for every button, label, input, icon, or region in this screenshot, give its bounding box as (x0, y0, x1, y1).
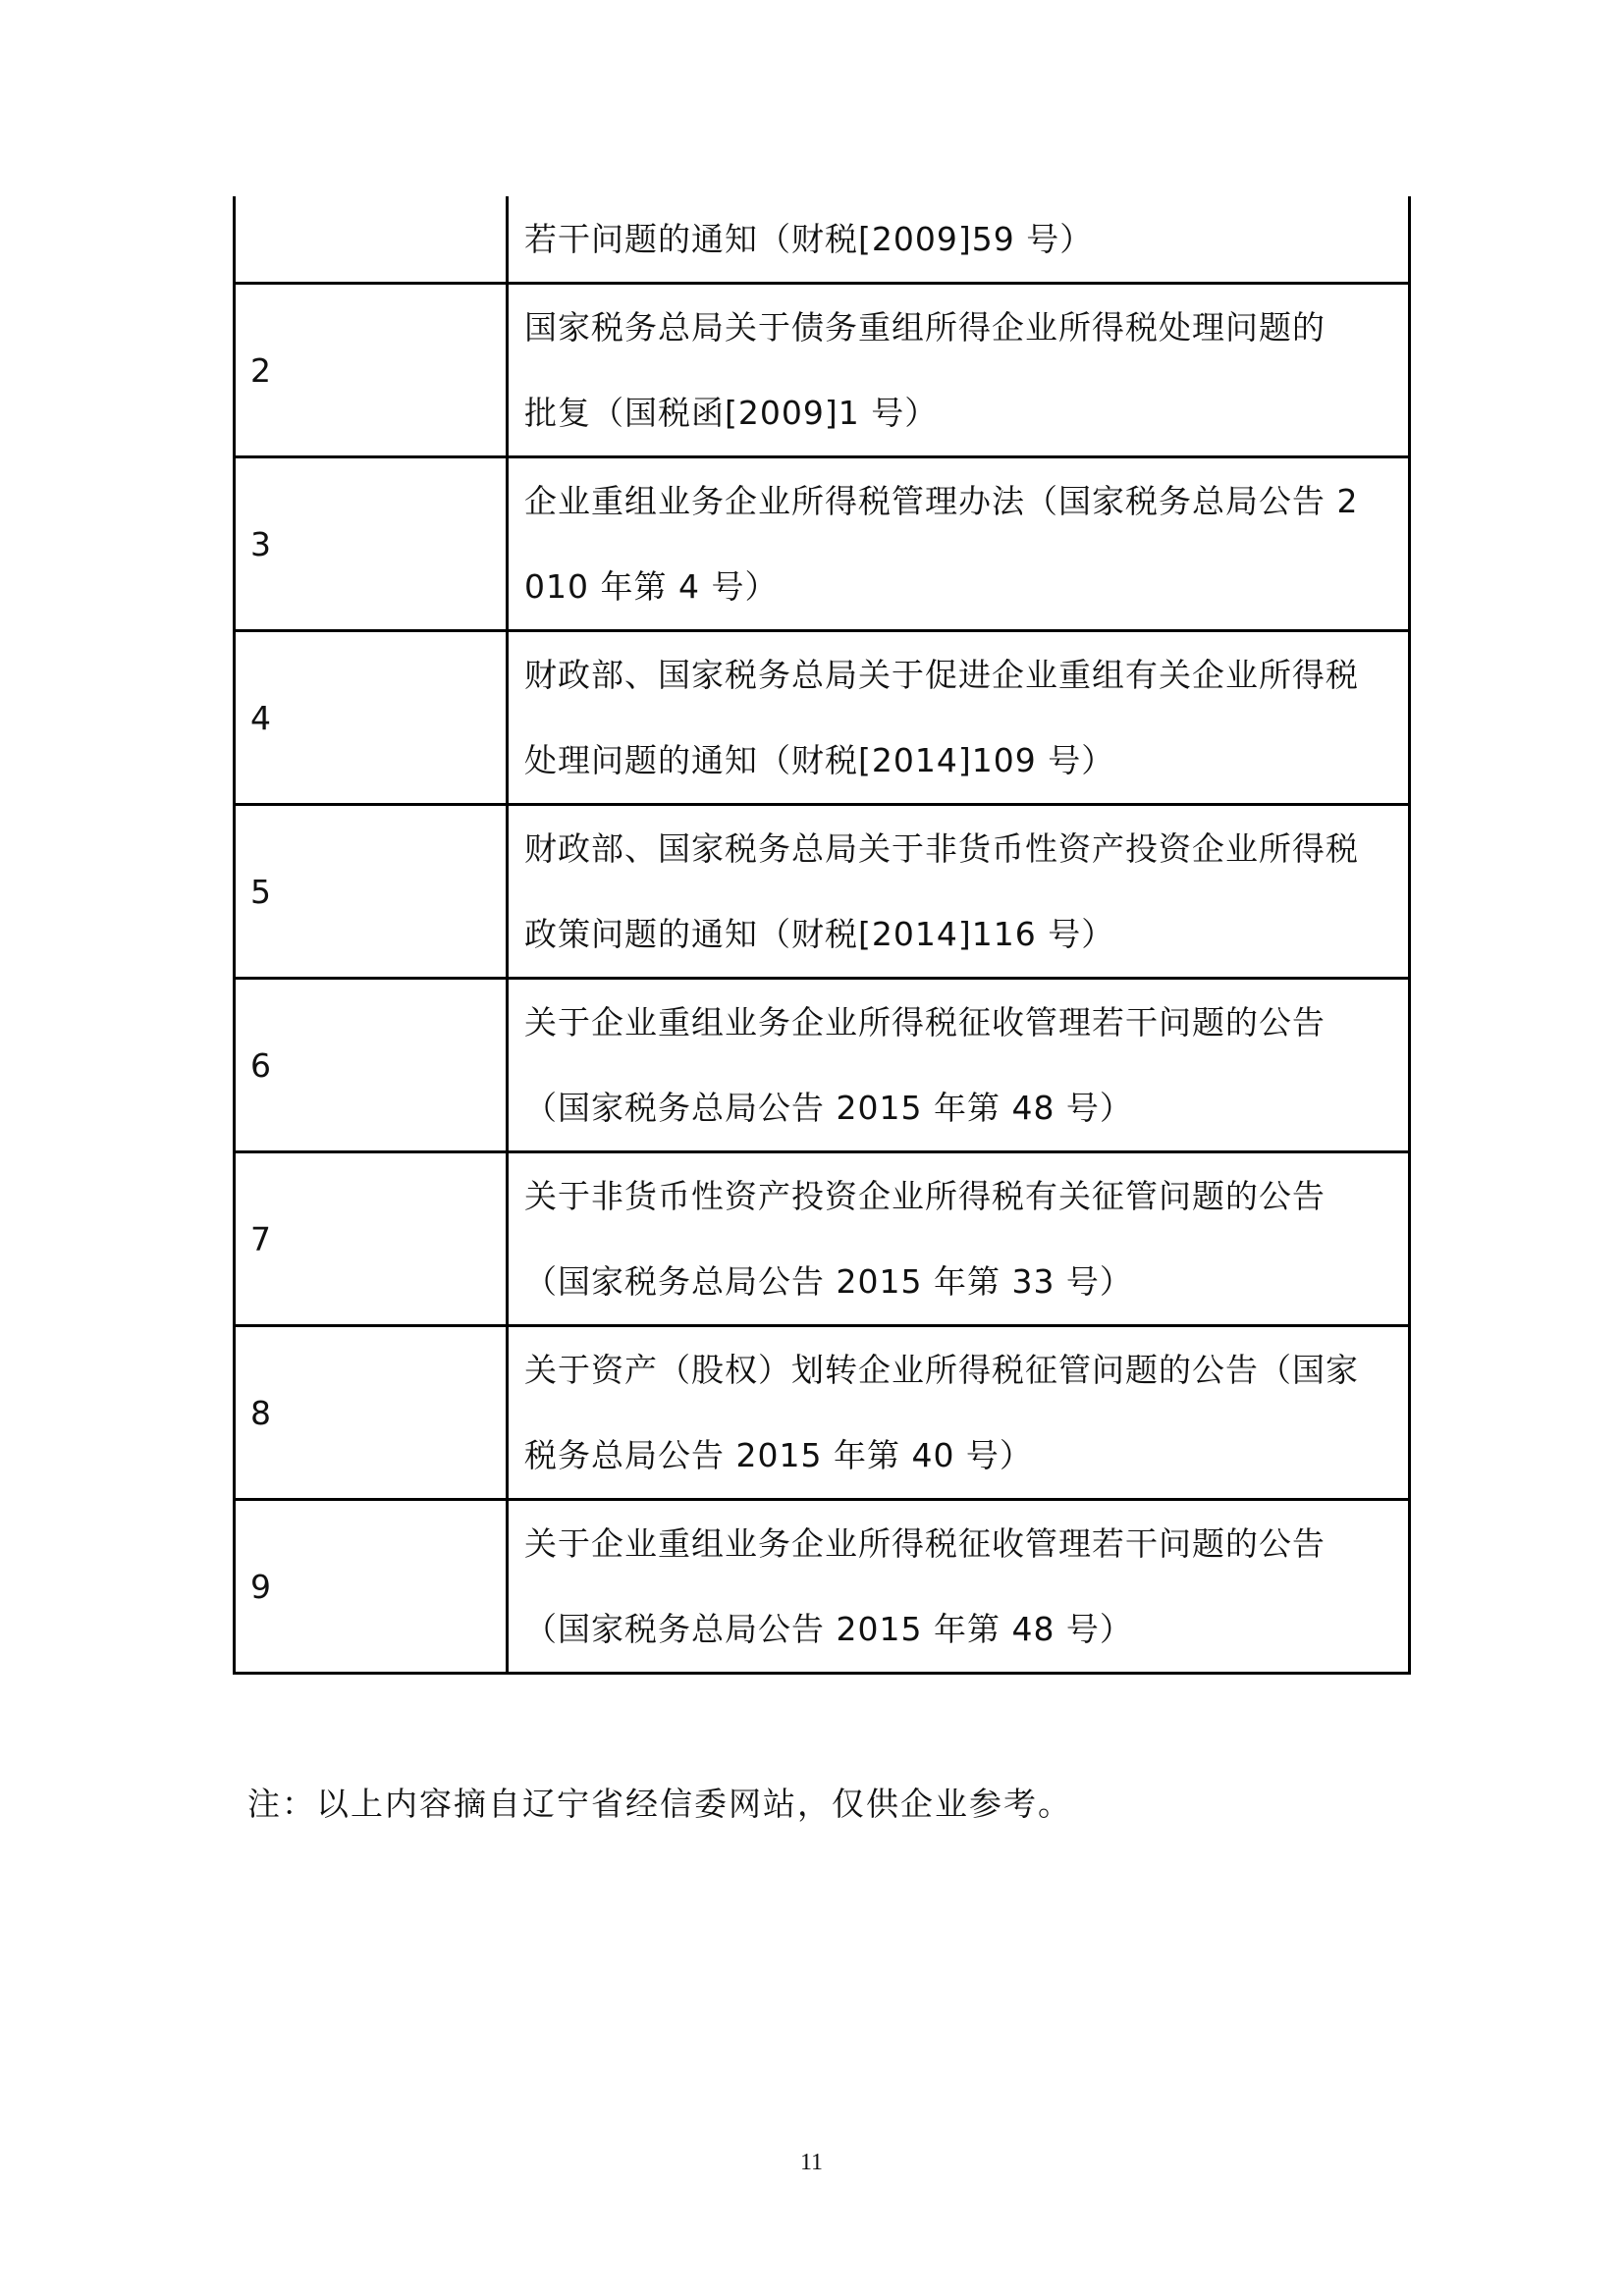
row-number: 5 (235, 805, 508, 979)
row-text-line: 关于非货币性资产投资企业所得税有关征管问题的公告 (524, 1177, 1325, 1215)
table-row (235, 284, 1410, 457)
row-number: 7 (235, 1152, 508, 1326)
page-number: 11 (799, 2150, 824, 2175)
table-row (235, 979, 1410, 1152)
row-text-line: 关于企业重组业务企业所得税征收管理若干问题的公告 (524, 1003, 1325, 1041)
row-text-line: 财政部、国家税务总局关于促进企业重组有关企业所得税 (524, 656, 1359, 694)
row-text (508, 631, 1410, 805)
table-row (235, 1326, 1410, 1500)
row-text-line: 批复（国税函[2009]1 号） (524, 394, 939, 432)
table-row (235, 1500, 1410, 1674)
table-row (235, 457, 1410, 631)
row-text-line: 企业重组业务企业所得税管理办法（国家税务总局公告 2 (524, 482, 1359, 520)
policy-document-table (233, 196, 1411, 1675)
row-text (508, 284, 1410, 457)
row-text-line: 财政部、国家税务总局关于非货币性资产投资企业所得税 (524, 829, 1359, 868)
footnote: 注：以上内容摘自辽宁省经信委网站，仅供企业参考。 (247, 1785, 1072, 1823)
table-row-continued (235, 196, 1410, 284)
row-number: 6 (235, 979, 508, 1152)
row-text (508, 1500, 1410, 1674)
row-text-line: 国家税务总局关于债务重组所得企业所得税处理问题的 (524, 308, 1325, 347)
row-text-line: 税务总局公告 2015 年第 40 号） (524, 1436, 1033, 1474)
row-text-line: 010 年第 4 号） (524, 567, 779, 606)
row-text-line: 若干问题的通知（财税[2009]59 号） (524, 220, 1094, 258)
row-text-line: 政策问题的通知（财税[2014]116 号） (524, 915, 1115, 953)
row-number: 4 (235, 631, 508, 805)
row-text-line: （国家税务总局公告 2015 年第 33 号） (524, 1262, 1133, 1301)
row-text (508, 979, 1410, 1152)
row-number (235, 196, 508, 284)
table-row (235, 805, 1410, 979)
table-row (235, 1152, 1410, 1326)
row-number: 8 (235, 1326, 508, 1500)
row-number: 3 (235, 457, 508, 631)
row-number: 2 (235, 284, 508, 457)
row-number: 9 (235, 1500, 508, 1674)
row-text (508, 196, 1410, 284)
row-text-line: 处理问题的通知（财税[2014]109 号） (524, 741, 1115, 779)
row-text (508, 1326, 1410, 1500)
row-text-line: （国家税务总局公告 2015 年第 48 号） (524, 1089, 1133, 1127)
row-text-line: （国家税务总局公告 2015 年第 48 号） (524, 1610, 1133, 1648)
table-row (235, 631, 1410, 805)
row-text (508, 457, 1410, 631)
row-text-line: 关于企业重组业务企业所得税征收管理若干问题的公告 (524, 1524, 1325, 1563)
row-text-line: 关于资产（股权）划转企业所得税征管问题的公告（国家 (524, 1351, 1359, 1389)
row-text (508, 1152, 1410, 1326)
row-text (508, 805, 1410, 979)
